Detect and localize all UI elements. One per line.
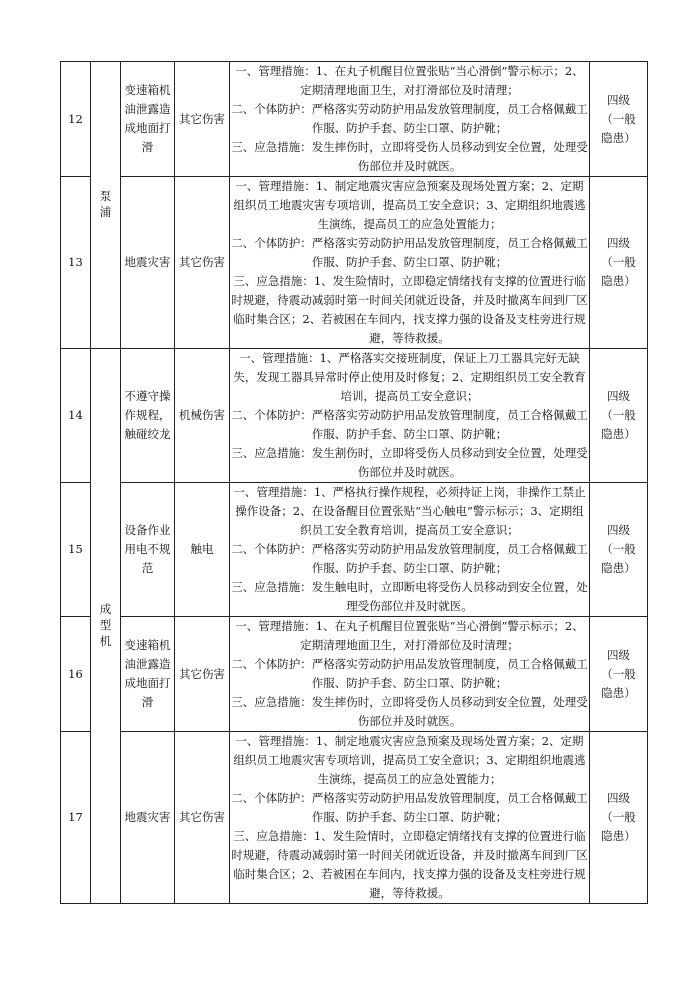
risk-level-cell [590,732,648,904]
risk-level-cell [590,62,648,177]
accident-type: 其它伤害 [175,62,230,177]
row-number: 14 [61,349,91,483]
risk-level: 四级（一般隐患） [601,791,636,843]
hazard-cell [121,617,175,732]
hazard-cell [121,349,175,483]
table-row [61,62,648,177]
personal-protection-measure: 二、个体防护：严格落实劳动防护用品发放管理制度，员工合格佩戴工作服、防护手套、防尘口罩、防护靴； [231,542,588,575]
hazard-text: 变速箱机油泄露造成地面打滑 [124,83,171,154]
control-measures [230,349,590,483]
table-row [61,177,648,349]
personal-protection-measure: 二、个体防护：严格落实劳动防护用品发放管理制度，员工合格佩戴工作服、防护手套、防尘口罩、防护靴； [231,408,588,441]
control-measures [230,483,590,617]
risk-level: 四级（一般隐患） [601,236,636,288]
hazard-cell [121,732,175,904]
risk-level-cell [590,177,648,349]
accident-type: 其它伤害 [175,732,230,904]
hazard-text: 不遵守操作规程，触碰绞龙 [124,389,171,441]
row-number: 16 [61,617,91,732]
management-measure: 一、管理措施：1、在丸子机醒目位置张贴“当心滑倒”警示标示；2、定期清理地面卫生，对打滑部位及时清理； [235,619,584,652]
hazard-cell [121,62,175,177]
emergency-measure: 三、应急措施：发生摔伤时，立即将受伤人员移动到安全位置，处理受伤部位并及时就医。 [231,695,588,728]
management-measure: 一、管理措施：1、制定地震灾害应急预案及现场处置方案；2、定期组织员工地震灾害专项培训，提高员工安全意识；3、定期组织地震逃生演练，提高员工的应急处置能力； [233,179,586,231]
risk-level-cell [590,483,648,617]
risk-level: 四级（一般隐患） [601,92,636,145]
personal-protection-measure: 二、个体防护：严格落实劳动防护用品发放管理制度，员工合格佩戴工作服、防护手套、防尘口罩、防护靴； [231,102,588,135]
accident-type: 其它伤害 [175,617,230,732]
accident-type: 其它伤害 [175,177,230,349]
area-label: 泵浦 [99,189,112,219]
area-label: 成型机 [99,602,112,648]
area-cell-pump [91,62,121,349]
table-row [61,349,648,483]
area-cell-forming [91,349,121,904]
control-measures [230,62,590,177]
risk-level: 四级（一般隐患） [601,647,636,700]
risk-level-cell [590,617,648,732]
management-measure: 一、管理措施：1、制定地震灾害应急预案及现场处置方案；2、定期组织员工地震灾害专项培训，提高员工安全意识；3、定期组织地震逃生演练，提高员工的应急处置能力； [233,734,586,786]
accident-type: 机械伤害 [175,349,230,483]
control-measures [230,732,590,904]
hazard-text: 地震灾害 [124,255,171,269]
row-number: 15 [61,483,91,617]
risk-level-cell [590,349,648,483]
management-measure: 一、管理措施：1、严格执行操作规程，必须持证上岗，非操作工禁止操作设备；2、在设备醒目位置张贴“当心触电”警示标示；3、定期组织员工安全教育培训，提高员工安全意识； [233,485,586,537]
hazard-text: 地震灾害 [124,810,171,824]
emergency-measure: 三、应急措施：发生摔伤时，立即将受伤人员移动到安全位置，处理受伤部位并及时就医。 [231,140,588,173]
row-number: 13 [61,177,91,349]
emergency-measure: 三、应急措施：发生割伤时，立即将受伤人员移动到安全位置，处理受伤部位并及时就医。 [231,446,588,479]
table-row [61,483,648,617]
row-number: 17 [61,732,91,904]
emergency-measure: 三、应急措施：1、发生险情时，立即稳定情绪找有支撑的位置进行临时规避，待震动减弱时第一时间关闭就近设备，并及时撤离车间到厂区临时集合区；2、若被困在车间内，找支撑力强的设备及支柱旁进行规避，等待救援。 [231,829,588,900]
hazard-cell [121,177,175,349]
hazard-text: 变速箱机油泄露造成地面打滑 [124,638,171,709]
emergency-measure: 三、应急措施：发生触电时，立即断电将受伤人员移动到安全位置，处理受伤部位并及时就医。 [231,580,588,613]
hazard-cell [121,483,175,617]
control-measures [230,177,590,349]
control-measures [230,617,590,732]
personal-protection-measure: 二、个体防护：严格落实劳动防护用品发放管理制度，员工合格佩戴工作服、防护手套、防尘口罩、防护靴； [231,236,588,269]
risk-level: 四级（一般隐患） [601,523,636,575]
hazard-text: 设备作业用电不规范 [124,523,171,575]
management-measure: 一、管理措施：1、在丸子机醒目位置张贴“当心滑倒”警示标示；2、定期清理地面卫生，对打滑部位及时清理； [235,64,584,97]
personal-protection-measure: 二、个体防护：严格落实劳动防护用品发放管理制度，员工合格佩戴工作服、防护手套、防尘口罩、防护靴； [231,791,588,824]
emergency-measure: 三、应急措施：1、发生险情时，立即稳定情绪找有支撑的位置进行临时规避，待震动减弱时第一时间关闭就近设备，并及时撤离车间到厂区临时集合区；2、若被困在车间内，找支撑力强的设备及支柱旁进行规避，等待救援。 [231,274,588,345]
accident-type: 触电 [175,483,230,617]
management-measure: 一、管理措施：1、严格落实交接班制度，保证上刀工器具完好无缺失，发现工器具异常时停止使用及时修复；2、定期组织员工安全教育培训，提高员工安全意识； [233,351,586,403]
table-row [61,732,648,904]
risk-level: 四级（一般隐患） [601,389,636,441]
risk-control-table [60,61,648,904]
personal-protection-measure: 二、个体防护：严格落实劳动防护用品发放管理制度，员工合格佩戴工作服、防护手套、防尘口罩、防护靴； [231,657,588,690]
table-row [61,617,648,732]
row-number: 12 [61,62,91,177]
